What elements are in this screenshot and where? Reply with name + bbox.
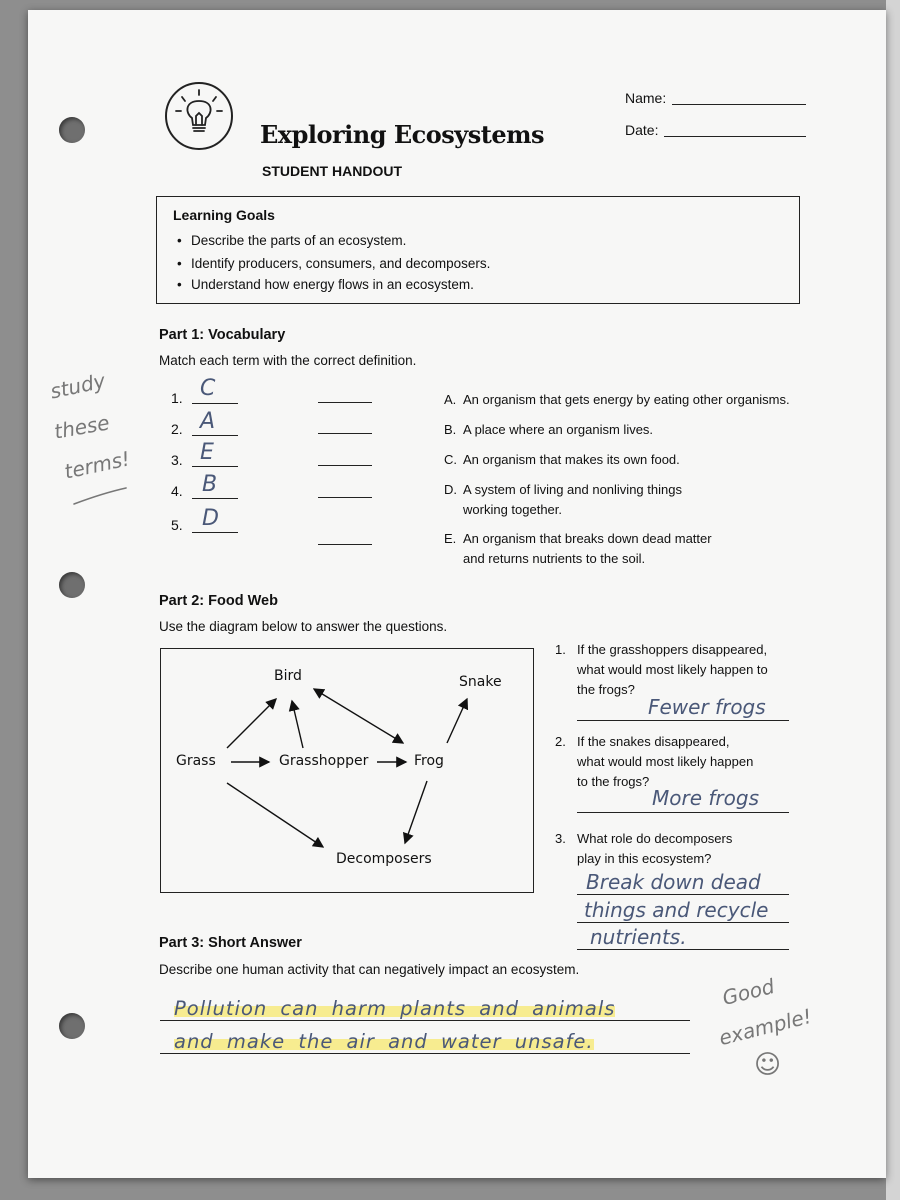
goal-item xyxy=(177,233,406,248)
food-web-diagram xyxy=(160,648,534,893)
handwritten-answer: A xyxy=(200,409,216,434)
binder-hole-top xyxy=(59,117,85,143)
node-snake: Snake xyxy=(459,674,502,690)
matching-blank[interactable] xyxy=(318,497,372,498)
handwritten-answer: C xyxy=(200,376,216,401)
answer-field[interactable] xyxy=(160,1053,690,1054)
question-text: If the snakes disappeared, xyxy=(577,734,730,749)
bullet: • xyxy=(177,277,182,292)
definition-b xyxy=(444,420,653,440)
question-text: what would most likely happen xyxy=(577,754,754,769)
answer-field[interactable] xyxy=(577,812,789,813)
handwritten-answer-line-1: Pollution can harm plants and animals xyxy=(174,997,616,1020)
part2-instruction: Use the diagram below to answer the questions. xyxy=(159,619,448,634)
background-edge xyxy=(886,0,900,1200)
question-1 xyxy=(555,640,768,700)
question-text: to the frogs? xyxy=(577,774,650,789)
answer-field[interactable] xyxy=(577,949,789,950)
question-text: the frogs? xyxy=(577,682,635,697)
answer-field[interactable] xyxy=(577,922,789,923)
question-number: 3. xyxy=(555,831,566,846)
part2-heading: Part 2: Food Web xyxy=(159,593,278,609)
name-field[interactable] xyxy=(672,104,806,105)
handwritten-answer-line-2: and make the air and water unsafe. xyxy=(174,1030,594,1053)
matching-blank[interactable] xyxy=(318,465,372,466)
arrow-grasshopper-to-bird xyxy=(292,701,303,748)
definition-text: An organism that gets energy by eating other organisms. xyxy=(463,392,790,407)
worksheet-page xyxy=(28,10,886,1178)
question-text: what would most likely happen to xyxy=(577,662,768,677)
definition-text: and returns nutrients to the soil. xyxy=(463,551,646,566)
learning-goals-title: Learning Goals xyxy=(173,207,275,223)
arrow-bird-frog xyxy=(314,689,403,743)
goal-text: Identify producers, consumers, and decomposers. xyxy=(191,256,491,271)
answer-field[interactable] xyxy=(577,894,789,895)
arrow-frog-to-decomposers xyxy=(405,781,427,843)
definition-text: An organism that breaks down dead matter xyxy=(463,531,712,546)
handwritten-answer: E xyxy=(200,440,214,465)
arrow-grass-to-decomposers xyxy=(227,783,323,847)
handwritten-answer: Break down dead xyxy=(586,870,761,894)
handwritten-answer: things and recycle xyxy=(584,898,769,922)
node-grasshopper: Grasshopper xyxy=(279,753,369,769)
binder-hole-bottom xyxy=(59,1013,85,1039)
goal-text: Describe the parts of an ecosystem. xyxy=(191,233,407,248)
definition-text: working together. xyxy=(463,502,563,517)
definition-letter: A. xyxy=(444,392,457,407)
question-number: 1. xyxy=(555,642,566,657)
answer-field[interactable] xyxy=(192,435,238,436)
definition-letter: E. xyxy=(444,531,457,546)
definition-a xyxy=(444,390,790,410)
margin-underline xyxy=(70,480,130,510)
handwritten-answer: More frogs xyxy=(652,786,759,810)
margin-note-example: example! xyxy=(716,1003,814,1051)
node-frog: Frog xyxy=(414,753,444,769)
lightbulb-icon xyxy=(165,82,233,150)
learning-goals-box xyxy=(156,196,800,304)
answer-field[interactable] xyxy=(192,532,238,533)
margin-note-good: Good xyxy=(719,973,777,1011)
question-2 xyxy=(555,732,753,792)
item-number: 4. xyxy=(171,483,183,499)
binder-hole-middle xyxy=(59,572,85,598)
node-grass: Grass xyxy=(176,753,216,769)
arrow-grass-to-bird xyxy=(227,699,276,748)
matching-blank[interactable] xyxy=(318,433,372,434)
node-bird: Bird xyxy=(274,668,302,684)
answer-field[interactable] xyxy=(577,720,789,721)
handwritten-answer: nutrients. xyxy=(590,925,687,949)
handwritten-answer: Fewer frogs xyxy=(648,695,766,719)
answer-field[interactable] xyxy=(192,466,238,467)
definition-c xyxy=(444,450,680,470)
answer-field[interactable] xyxy=(160,1020,690,1021)
goal-text: Understand how energy flows in an ecosystem. xyxy=(191,277,474,292)
item-number: 3. xyxy=(171,452,183,468)
question-text: play in this ecosystem? xyxy=(577,851,712,866)
goal-item xyxy=(177,256,490,271)
smiley-icon: ☺ xyxy=(754,1050,782,1080)
margin-note-these: these xyxy=(52,410,112,444)
page-title: Exploring Ecosystems xyxy=(260,120,544,149)
definition-d xyxy=(444,480,682,520)
part1-instruction: Match each term with the correct definition. xyxy=(159,353,417,368)
handwritten-answer: D xyxy=(202,506,219,531)
part3-heading: Part 3: Short Answer xyxy=(159,935,302,951)
question-number: 2. xyxy=(555,734,566,749)
arrow-frog-to-snake xyxy=(447,699,467,743)
margin-note-terms: terms! xyxy=(62,446,133,484)
bullet: • xyxy=(177,256,182,271)
answer-field[interactable] xyxy=(192,498,238,499)
question-text: What role do decomposers xyxy=(577,831,733,846)
node-decomposers: Decomposers xyxy=(336,851,432,867)
page-subtitle: STUDENT HANDOUT xyxy=(262,163,402,179)
goal-item xyxy=(177,277,474,292)
definition-text: A place where an organism lives. xyxy=(463,422,654,437)
definition-text: A system of living and nonliving things xyxy=(463,482,682,497)
matching-blank[interactable] xyxy=(318,402,372,403)
question-text: If the grasshoppers disappeared, xyxy=(577,642,768,657)
margin-note-study: study xyxy=(48,368,108,404)
item-number: 1. xyxy=(171,390,183,406)
definition-letter: B. xyxy=(444,422,457,437)
definition-e xyxy=(444,529,712,569)
matching-blank[interactable] xyxy=(318,544,372,545)
bullet: • xyxy=(177,233,182,248)
question-3 xyxy=(555,829,732,869)
definition-letter: D. xyxy=(444,482,457,497)
date-field[interactable] xyxy=(664,136,806,137)
part1-heading: Part 1: Vocabulary xyxy=(159,327,286,343)
name-label: Name: xyxy=(625,90,667,106)
date-label: Date: xyxy=(625,122,659,138)
definition-text: An organism that makes its own food. xyxy=(463,452,680,467)
definition-letter: C. xyxy=(444,452,457,467)
answer-field[interactable] xyxy=(192,403,238,404)
item-number: 5. xyxy=(171,517,183,533)
handwritten-answer: B xyxy=(202,472,218,497)
item-number: 2. xyxy=(171,421,183,437)
part3-instruction: Describe one human activity that can negatively impact an ecosystem. xyxy=(159,962,580,977)
